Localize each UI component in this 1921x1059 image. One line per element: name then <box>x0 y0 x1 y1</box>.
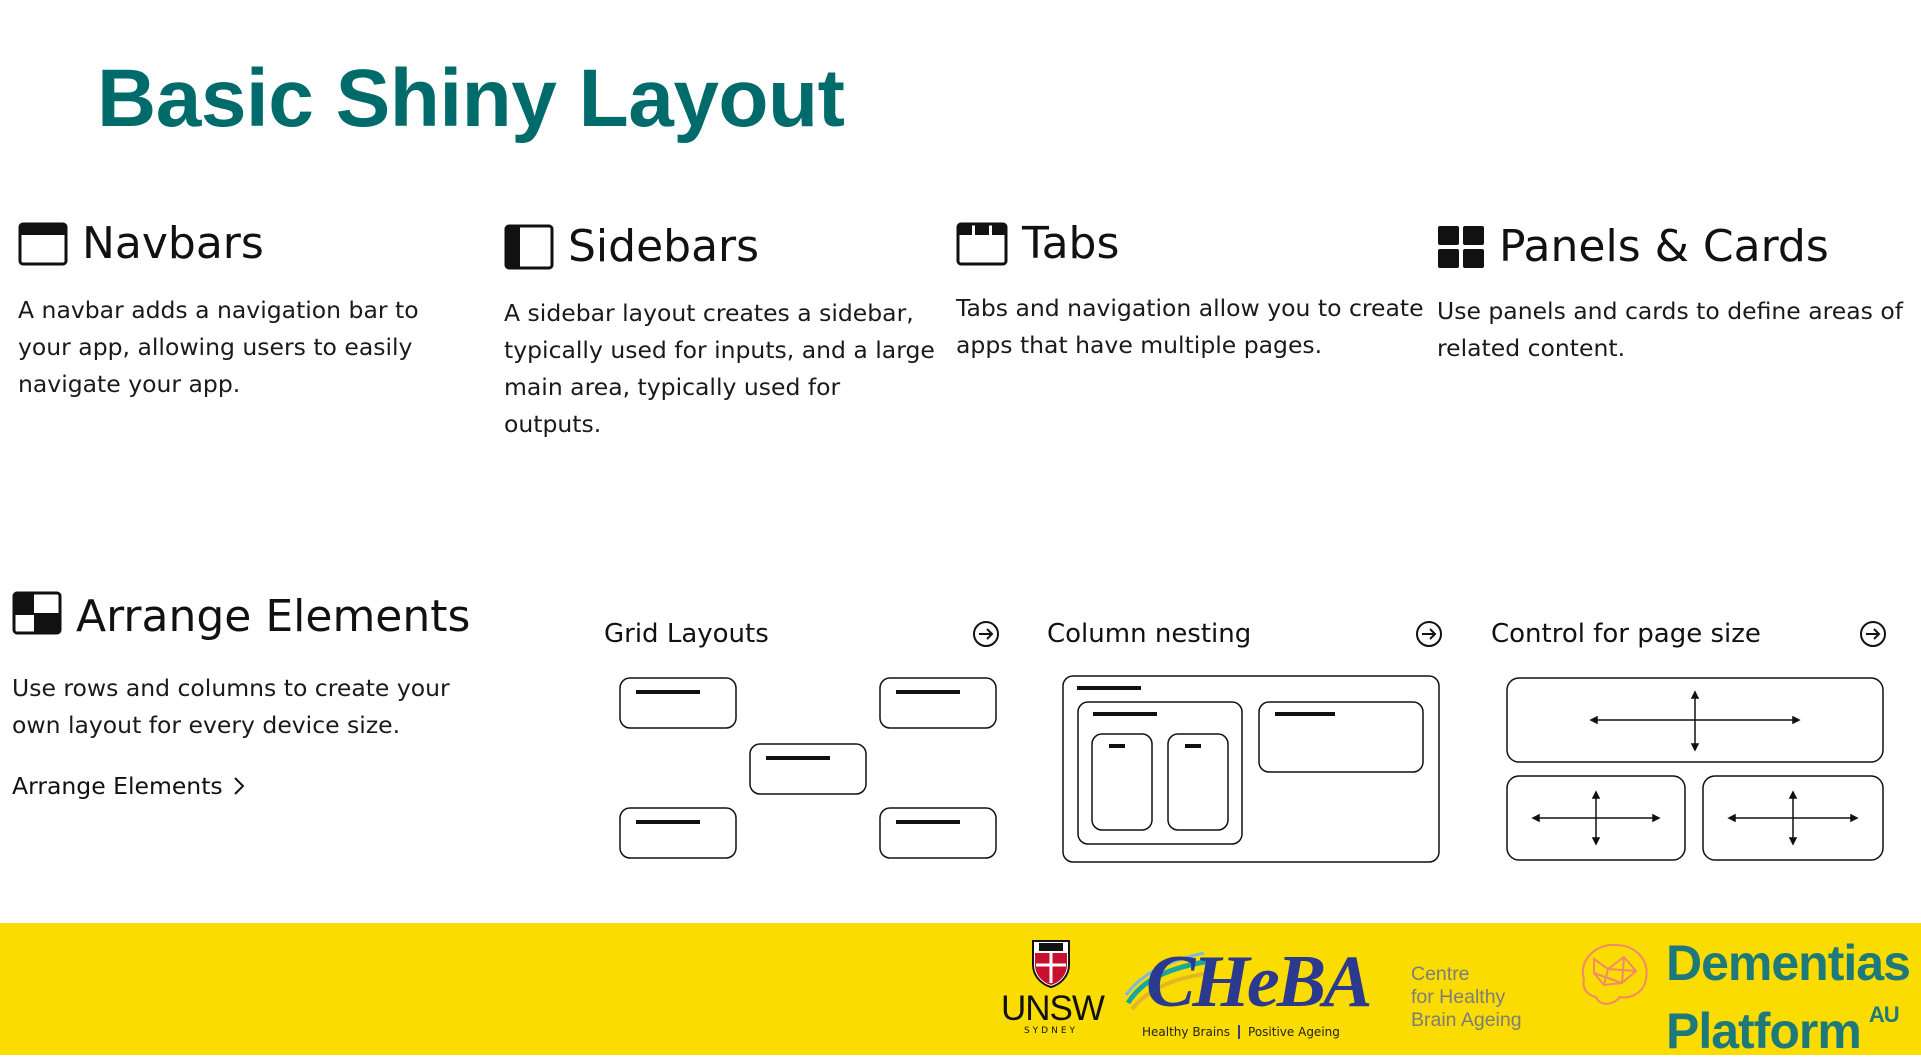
feature-navbars-heading <box>18 218 478 270</box>
feature-panels-title: Panels & Cards <box>1499 221 1829 272</box>
feature-tabs <box>956 218 1426 364</box>
dementias-line1: Dementias <box>1666 935 1910 991</box>
feature-navbars <box>18 218 478 403</box>
feature-tabs-description: Tabs and navigation allow you to create apps that have multiple pages. <box>956 294 1424 359</box>
feature-panels-cards <box>1437 221 1907 367</box>
sidebar-icon <box>504 224 554 270</box>
tabs-icon <box>956 222 1008 266</box>
feature-sidebars-heading <box>504 221 944 273</box>
chba-line1: Centre <box>1411 963 1470 985</box>
chba-line2: for Healthy <box>1411 986 1506 1008</box>
brain-network-icon <box>1574 939 1654 1011</box>
page-title: Basic Shiny Layout <box>97 53 845 144</box>
unsw-logo <box>1001 937 1104 1036</box>
dementias-line2: Platform <box>1666 1003 1861 1059</box>
feature-sidebars-title: Sidebars <box>568 221 760 272</box>
navbar-icon <box>18 222 68 266</box>
card-column-nesting-title: Column nesting <box>1047 619 1252 649</box>
cheba-tagline <box>1142 1025 1340 1039</box>
card-column-nesting[interactable] <box>1047 614 1445 870</box>
feature-arrange-elements <box>12 586 472 800</box>
feature-tabs-heading <box>956 218 1426 270</box>
feature-tabs-title: Tabs <box>1022 218 1120 269</box>
cheba-tag-left: Healthy Brains <box>1142 1025 1231 1039</box>
card-grid-layouts-title: Grid Layouts <box>604 619 769 649</box>
dementias-sup: AU <box>1868 1002 1899 1027</box>
card-control-page-size-title: Control for page size <box>1491 619 1761 649</box>
feature-panels-heading <box>1437 221 1907 273</box>
chba-line3: Brain Ageing <box>1411 1009 1522 1031</box>
arrange-heading <box>12 586 472 648</box>
arrow-right-circle-icon[interactable] <box>1415 620 1443 648</box>
arrange-link-label: Arrange Elements <box>12 772 223 800</box>
arrange-title: Arrange Elements <box>76 591 471 642</box>
arrange-elements-link[interactable] <box>12 772 245 800</box>
unsw-sub: SYDNEY <box>1023 1026 1079 1036</box>
arrange-description: Use rows and columns to create your own layout for every device size. <box>12 674 450 739</box>
arrow-right-circle-icon[interactable] <box>972 620 1000 648</box>
cheba-tag-right: Positive Ageing <box>1238 1025 1340 1039</box>
arrow-right-circle-icon[interactable] <box>1859 620 1887 648</box>
grid-layouts-diagram <box>604 674 1002 868</box>
footer-bar <box>0 923 1921 1059</box>
chevron-right-icon <box>233 776 245 796</box>
unsw-crest-icon <box>1029 937 1073 989</box>
cheba-name: CHeBA <box>1146 941 1370 1023</box>
unsw-name: UNSW <box>1001 989 1104 1028</box>
column-nesting-diagram <box>1047 674 1445 870</box>
feature-navbars-title: Navbars <box>82 218 264 269</box>
feature-navbars-description: A navbar adds a navigation bar to your app, allowing users to easily navigate your app. <box>18 296 419 398</box>
page-size-diagram <box>1491 674 1889 870</box>
chba-logo <box>1411 963 1522 1032</box>
card-grid-layouts[interactable] <box>604 614 1002 868</box>
feature-sidebars-description: A sidebar layout creates a sidebar, typically used for inputs, and a large main area, typically used for outputs. <box>504 299 935 438</box>
panels-icon <box>1437 225 1485 269</box>
feature-sidebars <box>504 221 944 443</box>
arrange-icon <box>12 591 62 635</box>
card-control-page-size[interactable] <box>1491 614 1889 870</box>
feature-panels-description: Use panels and cards to define areas of related content. <box>1437 297 1903 362</box>
